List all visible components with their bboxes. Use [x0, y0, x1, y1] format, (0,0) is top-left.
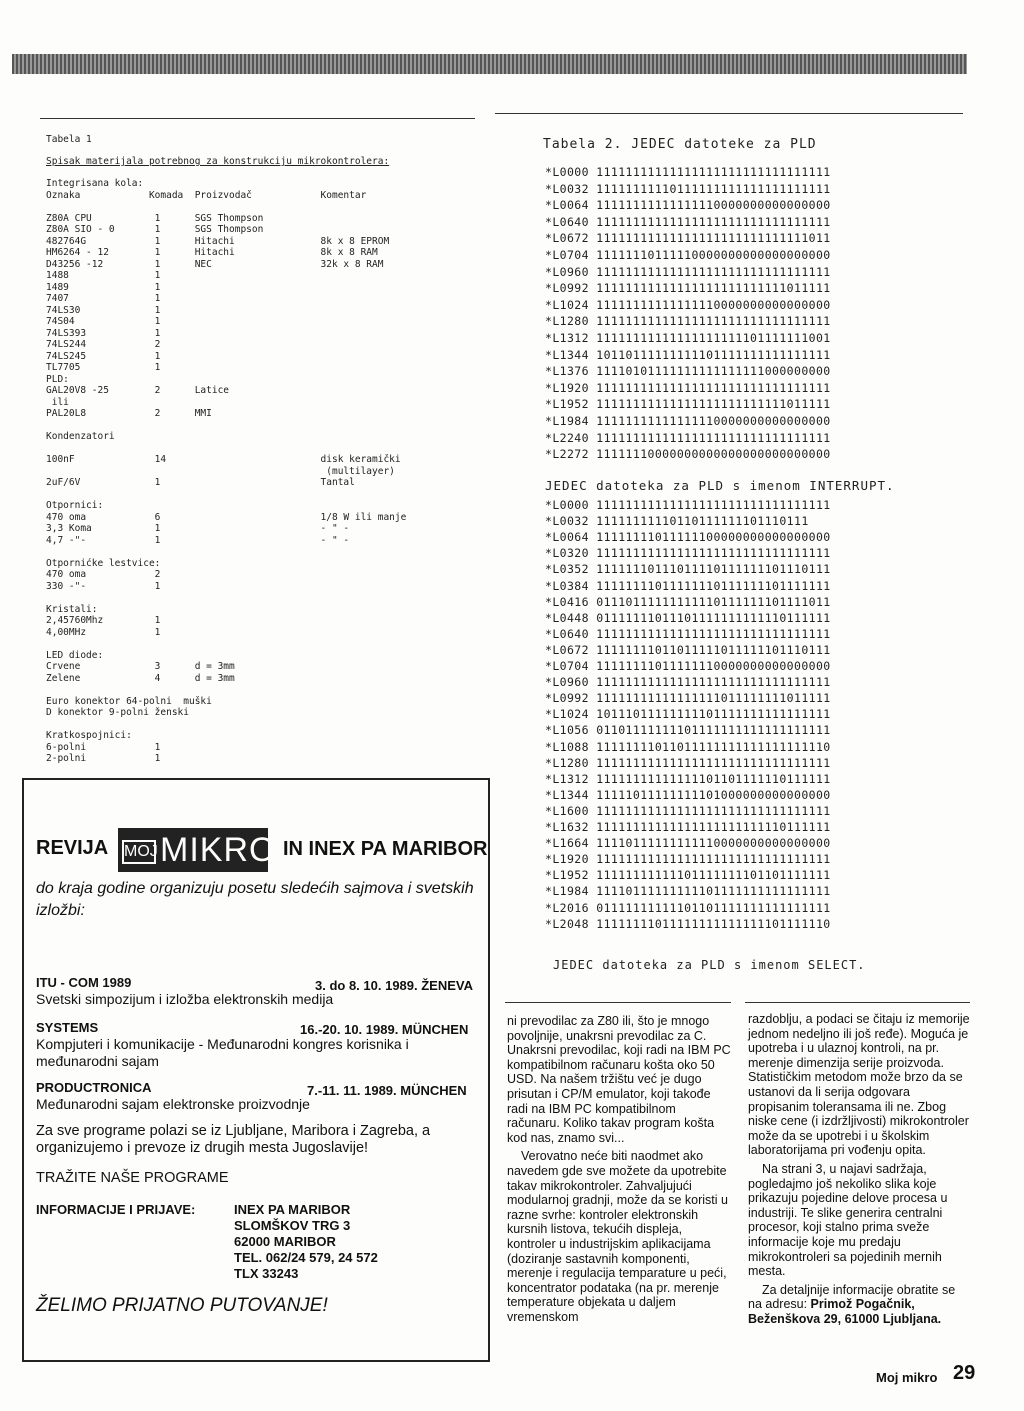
col2-contact-text: Za detaljnije informacije obratite se na adresu: — [748, 1282, 956, 1312]
jedec-row: *L0960 11111111111111111111111111111111 — [545, 675, 831, 690]
jedec-row: *L0416 01110111111111110111111101111011 — [545, 594, 831, 609]
table1-line: 74LS393 1 — [46, 327, 161, 339]
table1-line: 1489 1 — [46, 281, 161, 293]
jedec-row: *L0672 11111111111111111111111111111011 — [545, 231, 831, 246]
jedec-row: *L1056 01101111111101111111111111111111 — [545, 723, 831, 738]
jedec-caption-interrupt: JEDEC datoteka za PLD s imenom INTERRUPT. — [545, 478, 895, 493]
event-3-date: 7.-11. 11. 1989. MÜNCHEN — [307, 1083, 467, 1098]
event-1-desc: Svetski simpozijum i izložba elektronskih medija — [36, 991, 334, 1007]
jedec-row: *L0992 11111111111111111011111111011111 — [545, 691, 831, 706]
jedec-row: *L0672 11111111011011111011111101110111 — [545, 642, 831, 657]
advert-info-label: INFORMACIJE I PRIJAVE: — [36, 1202, 196, 1217]
jedec-row: *L1312 11111111111111101101111110111111 — [545, 771, 831, 786]
table1-line: GAL20V8 -25 2 Latice — [46, 385, 230, 396]
jedec-row: *L0064 11111111011111100000000000000000 — [545, 530, 831, 545]
table1-line: Kratkospojnici: — [46, 730, 132, 741]
table1-line: Kristali: — [46, 603, 98, 615]
col1-top-rule — [505, 1002, 731, 1003]
event-2-date: 16.-20. 10. 1989. MÜNCHEN — [300, 1022, 469, 1037]
table1-line: 3,3 Koma 1 - " - — [46, 523, 350, 534]
table1-line: 74LS244 2 — [46, 339, 161, 350]
table1-line: 74LS245 1 — [46, 350, 161, 362]
col2-paragraph-2: Na strani 3, u najavi sadržaja, pogledajmo još nekoliko slika koje prikazuju pojedine delove procesa u industriji. Te slike generira centralni procesor, koji stalno prima sveže informacije koje mu predaju mikrokontroleri sa pojedinih mernih mesta. — [748, 1161, 948, 1279]
col1-paragraph-1: ni prevodilac za Z80 ili, što je mnogo povoljnije, unakrsni prevodilac za C. Unakrsni prevodilac, koji radi na IBM PC kompatibilnom računaru košta oko 50 USD. Na našem tržištu već je dugo prisutan i CP/M emulator, koji takođe radi na IBM PC kompatibilnom računaru. Koliko takav program košta kod nas, znamo svi... — [507, 1014, 731, 1145]
table1-line: PAL20L8 2 MMI — [46, 408, 212, 419]
table1-line: TL7705 1 — [46, 362, 161, 373]
advert-info-line: SLOMŠKOV TRG 3 — [234, 1218, 351, 1233]
advert-closing: ŽELIMO PRIJATNO PUTOVANJE! — [36, 1295, 328, 1316]
table1-line: 4,7 -"- 1 - " - — [46, 534, 350, 546]
col2-top-rule — [745, 1002, 970, 1003]
table1-line: Kondenzatori — [46, 431, 115, 442]
table1-line: Oznaka Komada Proizvodač Komentar — [46, 189, 367, 201]
col1-paragraph-2: Verovatno neće biti naodmet ako navedem gde sve možete da upotrebite takav mikrokontroler. Zahvaljujući modularnoj gradnji, može da se koristi u razne svrhe: kontroler elektronskih kursnih listova, tekućih displeja, kontroler u industrijskim aplikacijama (doziranje sastavnih komponenti, merenje i regulacija temparature u peći, koncentrator podataka (na pr. merenje temperature objekata u daljem vremenskom — [507, 1149, 728, 1324]
table1-line: 470 oma 6 1/8 W ili manje — [46, 511, 407, 523]
jedec-row: *L0064 11111111111111110000000000000000 — [545, 198, 831, 213]
table1-line: 7407 1 — [46, 293, 161, 304]
table1-line: Z80A SIO - 0 1 SGS Thompson — [46, 224, 264, 235]
jedec-row: *L0448 01111111011101111111111110111111 — [545, 610, 831, 625]
jedec-row: *L2016 01111111111101101111111111111111 — [545, 900, 831, 915]
article-column-2 — [748, 1012, 972, 1330]
event-3-name: PRODUCTRONICA — [36, 1080, 152, 1095]
table1-line: 1488 1 — [46, 270, 161, 281]
table1-line: 74LS30 1 — [46, 304, 161, 316]
jedec-row: *L2272 11111110000000000000000000000000 — [545, 447, 831, 462]
table1-line: Zelene 4 d = 3mm — [46, 672, 235, 684]
advert-info-line: TLX 33243 — [234, 1266, 299, 1281]
header-bar — [12, 54, 967, 74]
advert-programs: Za sve programe polazi se iz Ljubljane, Maribora i Zagreba, a organizujemo i prevoze iz drugih mesta Jugoslavije! — [36, 1123, 431, 1156]
col2-paragraph-1: razdoblju, a podaci se čitaju iz memorije jednom nedeljno ili još ređe). Moguća je upotreba i u ulaznoj kontroli, na pr. merenje dimenzija serije proizvoda. Statističkim metodom može brzo da se ustanovi da li serija odgovara propisanim toleransama ili ne. Zbog niske cene (i izdržljivosti) mikrokontroler može da se upotrebi i u školskim laboratorijama pri vođenju opita. — [748, 1012, 970, 1158]
jedec-row: *L0992 11111111111111111111111111011111 — [545, 281, 831, 296]
jedec-row: *L1088 11111111011011111111111111111110 — [545, 739, 831, 754]
jedec-row: *L1344 10110111111111101111111111111111 — [545, 347, 831, 362]
jedec-row: *L0032 11111111110111111111111111111111 — [545, 181, 831, 196]
table1-line: 4,00MHz 1 — [46, 626, 161, 638]
table1-line: 482764G 1 Hitachi 8k x 8 EPROM — [46, 235, 390, 247]
jedec-row: *L1024 11111111111111110000000000000000 — [545, 297, 831, 312]
jedec-row: *L0320 11111111111111111111111111111111 — [545, 546, 831, 561]
table1-line: 74S04 1 — [46, 316, 161, 327]
article-column-1 — [507, 1014, 731, 1328]
event-1-name: ITU - COM 1989 — [36, 975, 132, 990]
jedec-row: *L1600 11111111111111111111111111111111 — [545, 803, 831, 818]
jedec-row: *L1280 11111111111111111111111111111111 — [545, 314, 831, 329]
table1-line: 2uF/6V 1 Tantal — [46, 477, 355, 488]
table1-line: Otpornićke lestvice: — [46, 557, 161, 569]
jedec-row: *L1952 11111111111101111111101101111111 — [545, 868, 831, 883]
col2-paragraph-3 — [748, 1283, 972, 1327]
jedec-caption-select: JEDEC datoteka za PLD s imenom SELECT. — [553, 958, 866, 972]
event-2-name: SYSTEMS — [36, 1020, 99, 1035]
jedec-row: *L0704 11111111011111110000000000000000 — [545, 659, 831, 673]
left-top-rule — [40, 118, 475, 119]
jedec-row: *L0032 11111111110110111111101110111 — [545, 514, 809, 529]
logo-moj-text: MOJ — [122, 840, 156, 864]
right-top-rule — [495, 113, 963, 114]
advert-revija: REVIJA — [36, 837, 109, 859]
jedec-row: *L0000 11111111111111111111111111111111 — [545, 498, 831, 512]
advert-inex: IN INEX PA MARIBOR — [283, 838, 488, 860]
footer-page-number: 29 — [953, 1362, 976, 1384]
table1-line: 2-polni 1 — [46, 753, 161, 764]
jedec-row: *L0960 11111111111111111111111111111111 — [545, 264, 831, 279]
table1-line: D konektor 9-polni ženski — [46, 707, 189, 718]
table1-line: (multilayer) — [46, 465, 395, 477]
event-3-desc: Međunarodni sajam elektronske proizvodnje — [36, 1096, 310, 1112]
jedec-row: *L2048 11111111011111111111111101111110 — [545, 916, 831, 931]
table1-line: HM6264 - 12 1 Hitachi 8k x 8 RAM — [46, 247, 378, 258]
jedec-row: *L1280 11111111111111111111111111111111 — [545, 755, 831, 770]
table1-line: Crvene 3 d = 3mm — [46, 661, 235, 672]
jedec-row: *L1312 11111111111111111111101111111001 — [545, 331, 831, 345]
table1-line: 100nF 14 disk keramički — [46, 454, 401, 465]
jedec-title: Tabela 2. JEDEC datoteke za PLD — [543, 137, 817, 152]
table1-line: 2,45760Mhz 1 — [46, 615, 161, 626]
advert-info-line: INEX PA MARIBOR — [234, 1202, 351, 1217]
jedec-row: *L0704 11111110111110000000000000000000 — [545, 248, 831, 262]
table1-line: PLD: — [46, 373, 69, 385]
advert-info-line: 62000 MARIBOR — [234, 1234, 336, 1249]
event-1-date: 3. do 8. 10. 1989. ŽENEVA — [315, 978, 473, 993]
jedec-row: *L1920 11111111111111111111111111111111 — [545, 852, 831, 867]
table1-line: LED diode: — [46, 649, 104, 661]
jedec-row: *L1664 11110111111111110000000000000000 — [545, 836, 831, 851]
jedec-row: *L0384 11111111011111110111111101111111 — [545, 578, 831, 593]
jedec-row: *L1920 11111111111111111111111111111111 — [545, 380, 831, 395]
logo-mikro-text: MIKRO — [160, 831, 277, 869]
advert-trazite: TRAŽITE NAŠE PROGRAME — [36, 1170, 229, 1186]
jedec-row: *L1344 11111011111111101000000000000000 — [545, 787, 831, 802]
jedec-row: *L1632 11111111111111111111111110111111 — [545, 820, 831, 834]
table1-line: Otpornici: — [46, 500, 104, 511]
table1-line: Integrisana kola: — [46, 178, 144, 189]
jedec-row: *L0640 11111111111111111111111111111111 — [545, 626, 831, 641]
table1-line: Euro konektor 64-polni muški — [46, 695, 212, 707]
advert-tagline: do kraja godine organizuju posetu sledećih sajmova i svetskih izložbi: — [36, 880, 474, 919]
table1-line: ili — [46, 396, 69, 408]
table1-line: Z80A CPU 1 SGS Thompson — [46, 212, 264, 224]
jedec-row: *L1984 11110111111111101111111111111111 — [545, 884, 831, 899]
table1-line: 470 oma 2 — [46, 569, 161, 580]
moj-mikro-logo — [118, 828, 277, 872]
table1-subtitle: Spisak materijala potrebnog za konstrukciju mikrokontrolera: — [46, 156, 390, 167]
footer-magazine: Moj mikro — [876, 1370, 938, 1385]
jedec-row: *L1376 11110101111111111111111000000000 — [545, 364, 831, 379]
jedec-row: *L0000 11111111111111111111111111111111 — [545, 165, 831, 179]
advert-info-line: TEL. 062/24 579, 24 572 — [234, 1250, 378, 1265]
table1-title: Tabela 1 — [46, 134, 92, 145]
table1-line: 330 -"- 1 — [46, 580, 161, 592]
jedec-row: *L1984 11111111111111110000000000000000 — [545, 414, 831, 428]
jedec-row: *L1952 11111111111111111111111111011111 — [545, 397, 831, 412]
table1-line: 6-polni 1 — [46, 741, 161, 753]
table1-line: D43256 -12 1 NEC 32k x 8 RAM — [46, 258, 384, 270]
jedec-row: *L0352 11111110111011110111111101110111 — [545, 562, 831, 577]
col2-contact-address: Primož Pogačnik, Beženškova 29, 61000 Ljubljana. — [748, 1297, 942, 1326]
jedec-row: *L1024 10111011111111101111111111111111 — [545, 707, 831, 722]
event-2-desc: Kompjuteri i komunikacije - Međunarodni kongres korisnika i međunarodni sajam — [36, 1036, 409, 1069]
jedec-row: *L2240 11111111111111111111111111111111 — [545, 430, 831, 445]
jedec-row: *L0640 11111111111111111111111111111111 — [545, 214, 831, 229]
